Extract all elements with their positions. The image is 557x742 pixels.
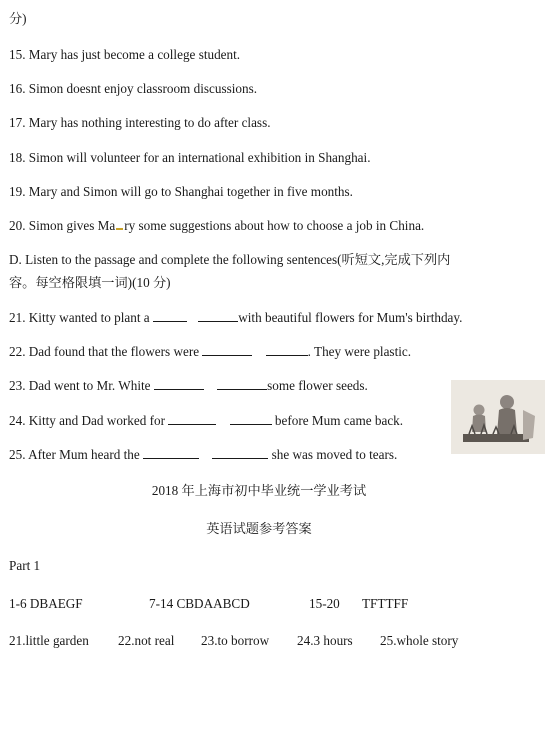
blank-question-21: 21. Kitty wanted to plant a with beautiful flowers for Mum's birthday. <box>9 310 463 325</box>
answer-item: 22.not real <box>118 633 175 648</box>
answer-item: 25.whole story <box>380 633 459 648</box>
answer-group: TFTTFF <box>362 596 409 611</box>
statement-18: 18. Simon will volunteer for an international exhibition in Shanghai. <box>9 150 371 165</box>
statement-20: 20. Simon gives Ma ry some suggestions about how to choose a job in China. <box>9 218 425 233</box>
answer-blank <box>230 413 272 425</box>
highlighter-mark <box>116 219 123 230</box>
section-d-instruction-line2: 容。每空格限填一词)(10 分) <box>9 275 171 290</box>
answer-item: 21.little garden <box>9 633 89 648</box>
answers-row-1 <box>9 596 408 612</box>
blank-question-25: 25. After Mum heard the she was moved to tears. <box>9 447 398 462</box>
statement-16: 16. Simon doesnt enjoy classroom discussions. <box>9 81 257 96</box>
answer-blank <box>266 344 308 356</box>
statement-15: 15. Mary has just become a college student. <box>9 47 241 62</box>
answer-item: 23.to borrow <box>201 633 270 648</box>
part-label: Part 1 <box>9 558 41 573</box>
answer-blank <box>202 344 252 356</box>
answer-blank <box>212 447 268 459</box>
answer-key-title: 英语试题参考答案 <box>206 521 312 536</box>
answer-blank <box>143 447 199 459</box>
section-d-instruction-line1: D. Listen to the passage and complete the following sentences(听短文,完成下列内 <box>9 252 451 267</box>
answers-row-2 <box>9 633 458 649</box>
blank-question-22: 22. Dad found that the flowers were . They were plastic. <box>9 344 412 359</box>
exam-title: 2018 年上海市初中毕业统一学业考试 <box>151 483 367 498</box>
answer-group: 7-14 CBDAABCD <box>149 596 250 611</box>
answer-blank <box>168 413 216 425</box>
top-fragment: 分) <box>9 11 27 26</box>
blank-question-23: 23. Dad went to Mr. White some flower seeds. <box>9 378 368 393</box>
answer-blank <box>154 378 204 390</box>
blank-question-24: 24. Kitty and Dad worked for before Mum came back. <box>9 413 404 428</box>
answer-group: 15-20 <box>309 596 340 611</box>
answer-item: 24.3 hours <box>297 633 353 648</box>
statement-17: 17. Mary has nothing interesting to do after class. <box>9 115 271 130</box>
answer-blank <box>153 310 187 322</box>
statement-19: 19. Mary and Simon will go to Shanghai together in five months. <box>9 184 353 199</box>
answer-blank <box>217 378 267 390</box>
answer-blank <box>198 310 238 322</box>
kitty-and-dad-planting-illustration <box>451 380 545 454</box>
answer-group: 1-6 DBAEGF <box>9 596 83 611</box>
